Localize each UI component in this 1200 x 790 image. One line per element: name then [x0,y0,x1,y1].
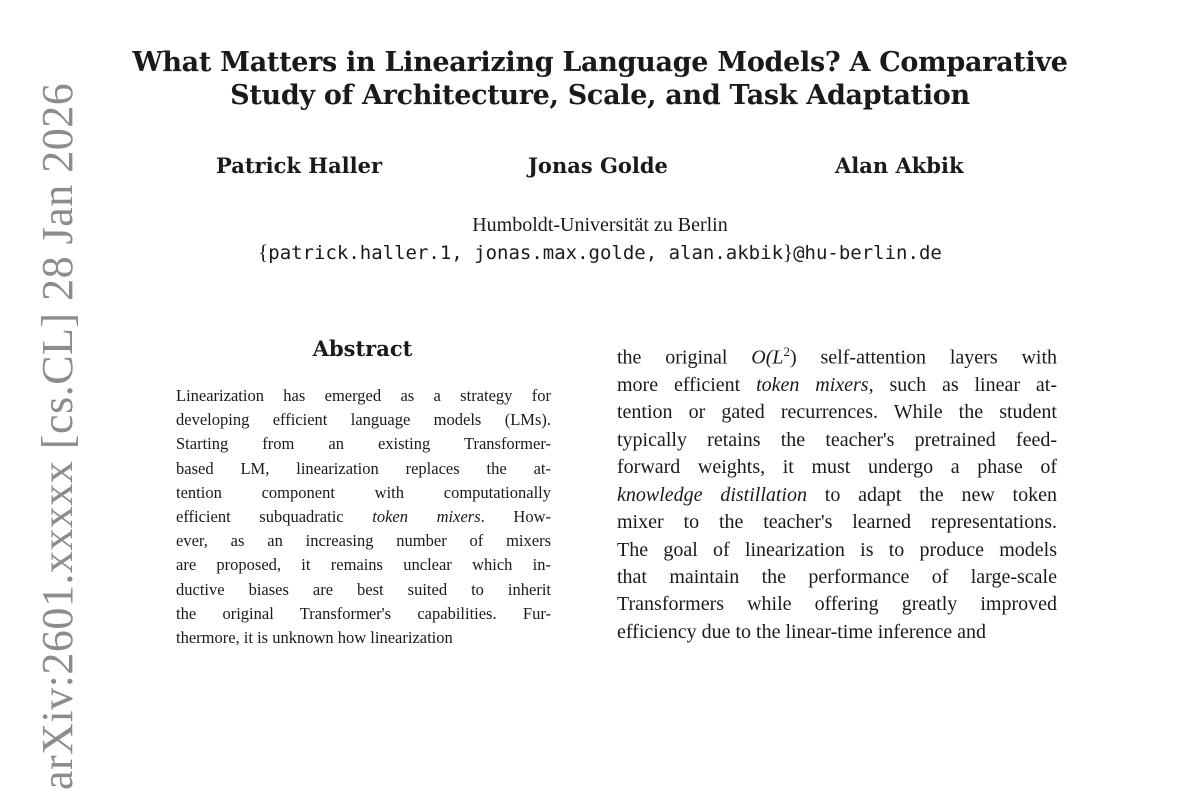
body-line: The goal of linearization is to produce models [617,538,1057,561]
body-line: that maintain the performance of large-scale [617,565,1057,588]
abstract-line: ever, as an increasing number of mixers [176,531,551,551]
abstract-line: Starting from an existing Transformer- [176,434,551,454]
abstract-heading: Abstract [312,336,413,361]
arxiv-stamp [22,82,82,790]
intro-column [617,338,1057,646]
body-line: Transformers while offering greatly improved [617,593,1057,616]
body-line: knowledge distillation to adapt the new token [617,483,1057,506]
body-line: typically retains the teacher's pretrained feed- [617,428,1057,451]
author-emails: {patrick.haller.1, jonas.max.golde, alan.akbik}@hu-berlin.de [258,240,942,264]
body-line: the original $O(L^2)$ self-attention layers with [617,344,1058,369]
author-3: Alan Akbik [835,153,964,178]
abstract-line: ductive biases are best suited to inherit [176,579,551,599]
affiliation: Humboldt-Universität zu Berlin [472,214,728,236]
author-1: Patrick Haller [216,153,383,178]
abstract-line: tention component with computationally [176,482,551,502]
body-line: more efficient token mixers, such as linear at- [617,374,1057,397]
abstract-line: the original Transformer's capabilities. Fur- [176,603,551,623]
body-line: tention or gated recurrences. While the student [617,401,1057,424]
abstract-line: Linearization has emerged as a strategy for [176,386,551,405]
author-2: Jonas Golde [528,153,668,178]
abstract-body [176,384,551,650]
abstract-line: efficient subquadratic token mixers. How- [176,507,551,527]
paper-title [100,46,1100,112]
body-line: mixer to the teacher's learned representations. [617,511,1057,534]
abstract-line: are proposed, it remains unclear which in- [176,555,551,575]
body-line: efficiency due to the linear-time inference and [617,620,987,643]
abstract-line: thermore, it is unknown how linearization [176,628,453,648]
body-line: forward weights, it must undergo a phase of [617,456,1057,479]
arxiv-stamp-text: arXiv:2601.xxxxx [cs.CL] 28 Jan 2026 [33,82,82,790]
abstract-line: developing efficient language models (LMs). [176,410,551,430]
title-line-2: Study of Architecture, Scale, and Task Adaptation [230,80,970,111]
abstract-line: based LM, linearization replaces the at- [176,458,551,478]
title-line-1: What Matters in Linearizing Language Models? A Comparative [132,47,1068,78]
